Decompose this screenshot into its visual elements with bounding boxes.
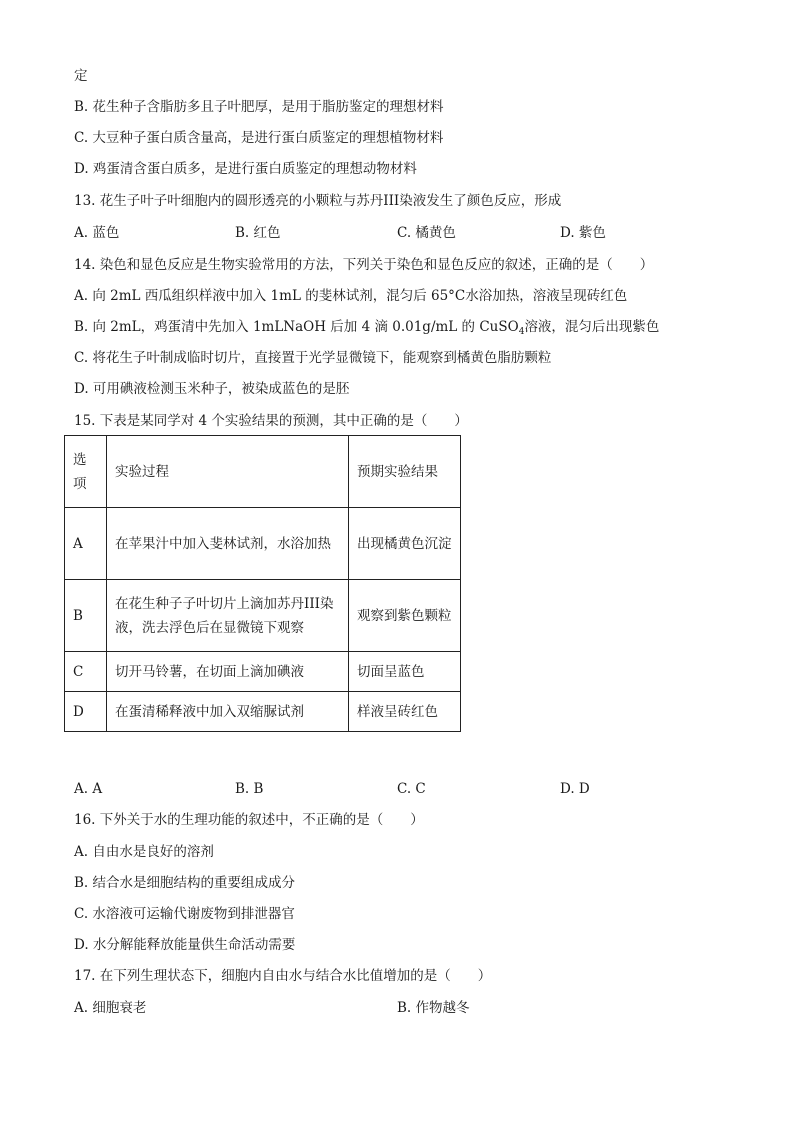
table-header-row xyxy=(65,436,461,508)
q16-option-c: C. 水溶液可运输代谢废物到排泄器官 xyxy=(74,906,295,922)
table-cell-option: A xyxy=(65,508,107,580)
q16-option-b: B. 结合水是细胞结构的重要组成成分 xyxy=(74,875,296,891)
q13-stem: 13. 花生子叶子叶细胞内的圆形透亮的小颗粒与苏丹III染液发生了颜色反应，形成 xyxy=(74,193,562,209)
q14-option-b-text: B. 向 2mL，鸡蛋清中先加入 1mLNaOH 后加 4 滴 0.01g/mL 的 CuSO xyxy=(74,319,519,335)
table-cell-option: B xyxy=(65,580,107,652)
q13-option-c: C. 橘黄色 xyxy=(397,225,456,241)
q12-option-d: D. 鸡蛋清含蛋白质多，是进行蛋白质鉴定的理想动物材料 xyxy=(74,161,417,177)
q14-option-b-text-end: 溶液，混匀后出现紫色 xyxy=(524,319,660,335)
table-row xyxy=(65,652,461,692)
table-row xyxy=(65,692,461,732)
q17-stem: 17. 在下列生理状态下，细胞内自由水与结合水比值增加的是（ ） xyxy=(74,968,492,984)
table-header-result: 预期实验结果 xyxy=(349,436,461,508)
table-row xyxy=(65,580,461,652)
q15-option-c: C. C xyxy=(397,781,426,797)
table-cell-process: 在苹果汁中加入斐林试剂，水浴加热 xyxy=(107,508,349,580)
q15-option-d: D. D xyxy=(560,781,590,797)
q13-option-b: B. 红色 xyxy=(235,225,281,241)
q12-option-c: C. 大豆种子蛋白质含量高，是进行蛋白质鉴定的理想植物材料 xyxy=(74,130,444,146)
q13-option-a: A. 蓝色 xyxy=(74,225,120,241)
q17-option-a: A. 细胞衰老 xyxy=(74,1000,147,1016)
q12-option-b: B. 花生种子含脂肪多且子叶肥厚，是用于脂肪鉴定的理想材料 xyxy=(74,99,444,115)
q13-option-d: D. 紫色 xyxy=(560,225,606,241)
table-cell-result: 切面呈蓝色 xyxy=(349,652,461,692)
q15-stem: 15. 下表是某同学对 4 个实验结果的预测，其中正确的是（ ） xyxy=(74,413,468,429)
experiment-table xyxy=(64,435,461,732)
q16-option-a: A. 自由水是良好的溶剂 xyxy=(74,844,214,860)
q17-option-b: B. 作物越冬 xyxy=(397,1000,470,1016)
q14-option-d: D. 可用碘液检测玉米种子，被染成蓝色的是胚 xyxy=(74,381,350,397)
table-cell-process: 在蛋清稀释液中加入双缩脲试剂 xyxy=(107,692,349,732)
table-cell-option: D xyxy=(65,692,107,732)
prev-question-continuation: 定 xyxy=(74,68,88,84)
table-cell-result: 样液呈砖红色 xyxy=(349,692,461,732)
q15-option-a: A. A xyxy=(74,781,103,797)
table-cell-result: 出现橘黄色沉淀 xyxy=(349,508,461,580)
q15-option-b: B. B xyxy=(235,781,264,797)
table-cell-process: 切开马铃薯，在切面上滴加碘液 xyxy=(107,652,349,692)
table-header-process: 实验过程 xyxy=(107,436,349,508)
q14-option-c: C. 将花生子叶制成临时切片，直接置于光学显微镜下，能观察到橘黄色脂肪颗粒 xyxy=(74,350,552,366)
q14-option-a: A. 向 2mL 西瓜组织样液中加入 1mL 的斐林试剂，混匀后 65°C水浴加热，溶液呈现砖红色 xyxy=(74,288,628,304)
table-cell-result: 观察到紫色颗粒 xyxy=(349,580,461,652)
table-cell-process: 在花生种子子叶切片上滴加苏丹III染液，洗去浮色后在显微镜下观察 xyxy=(107,580,349,652)
table-header-option: 选项 xyxy=(65,436,107,508)
q14-stem: 14. 染色和显色反应是生物实验常用的方法，下列关于染色和显色反应的叙述，正确的是（ ） xyxy=(74,257,654,273)
q16-stem: 16. 下外关于水的生理功能的叙述中，不正确的是（ ） xyxy=(74,812,424,828)
q14-option-b-subscript: 4 xyxy=(518,327,525,337)
table-cell-option: C xyxy=(65,652,107,692)
table-row xyxy=(65,508,461,580)
q14-option-b xyxy=(74,318,659,341)
q16-option-d: D. 水分解能释放能量供生命活动需要 xyxy=(74,937,296,953)
